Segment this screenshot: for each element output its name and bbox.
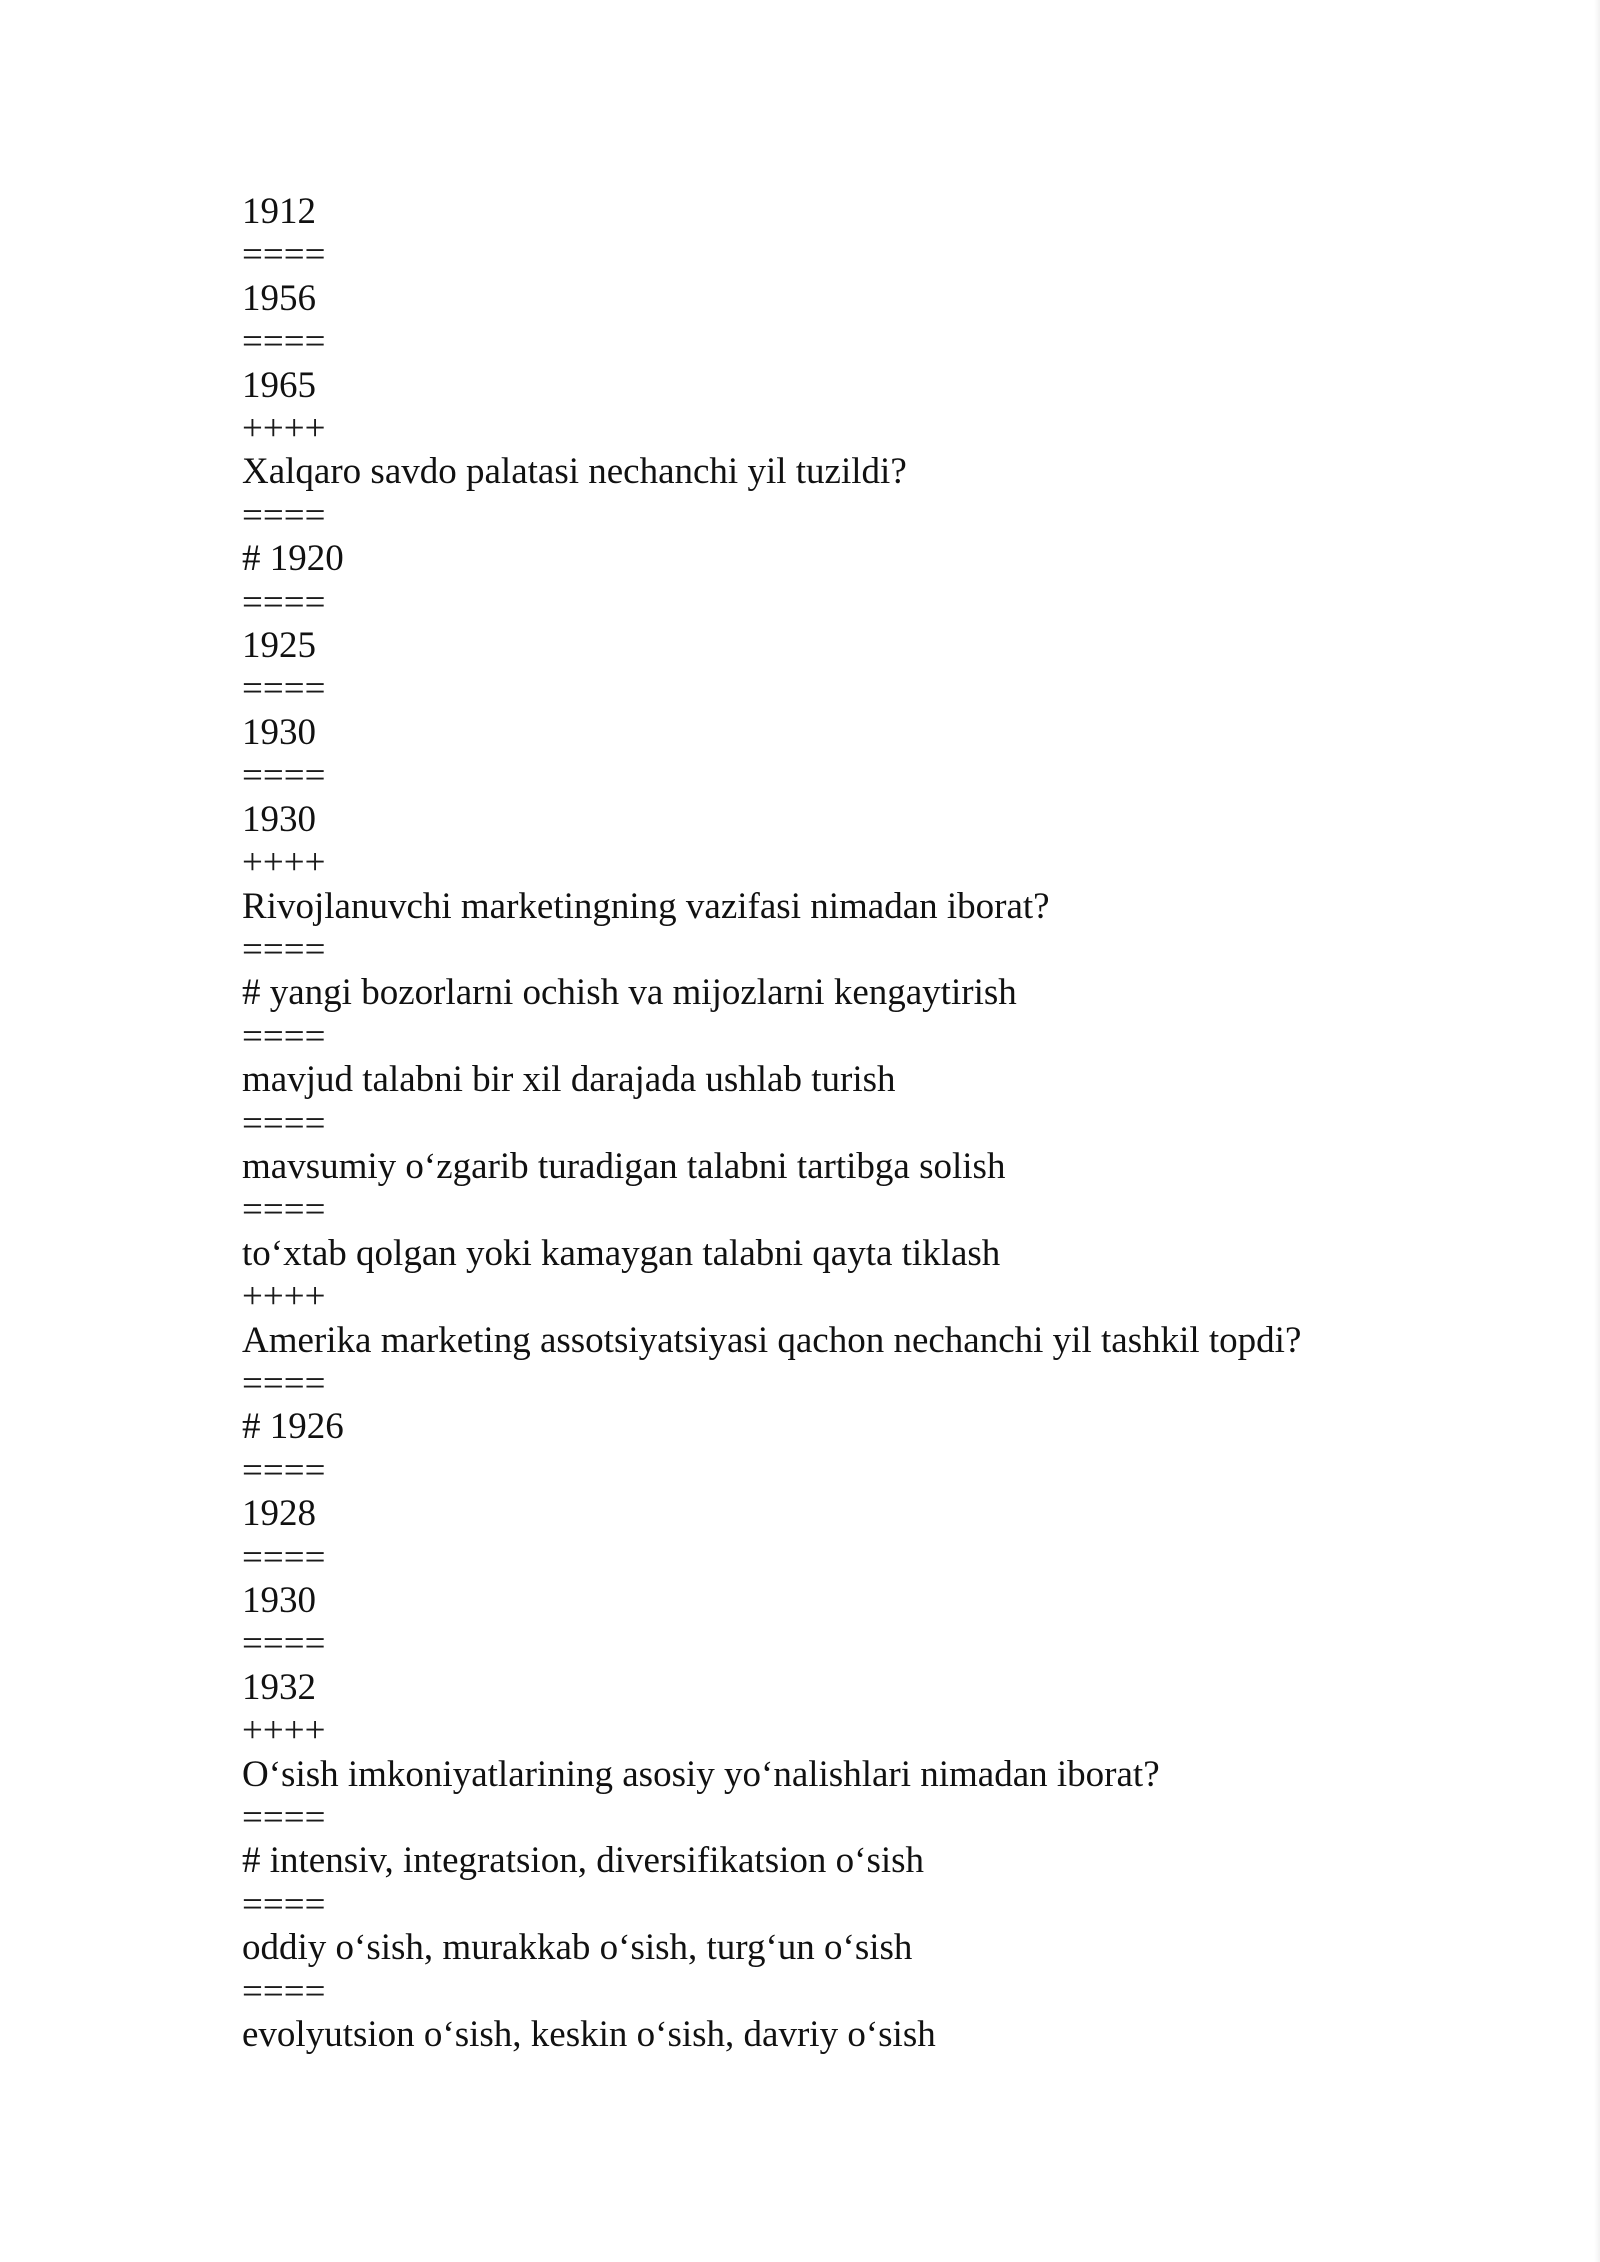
separator-line: ==== [242,1536,326,1578]
question-separator: ++++ [242,408,326,450]
separator-line: ==== [242,755,326,797]
separator-line: ==== [242,581,326,623]
correct-answer: # 1920 [242,538,344,580]
question-separator: ++++ [242,1276,326,1318]
document-text-body [242,190,1402,2056]
answer-option: 1932 [242,1666,316,1708]
answer-option: 1925 [242,625,316,667]
answer-option: 1930 [242,798,316,840]
separator-line: ==== [242,1102,326,1144]
answer-option: 1930 [242,711,316,753]
text-line: 1965 [242,364,316,406]
page-edge-shadow [1594,0,1600,2262]
answer-option: mavsumiy oʻzgarib turadigan talabni tartibga solish [242,1145,1006,1187]
answer-option: 1930 [242,1580,316,1621]
text-line: 1912 [242,191,316,232]
question-text: Rivojlanuvchi marketingning vazifasi nimadan iborat? [242,885,1050,927]
separator-line: ==== [242,1189,326,1231]
separator-line: ==== [242,321,326,363]
answer-option: oddiy oʻsish, murakkab oʻsish, turgʻun oʻsish [242,1927,913,1969]
question-text: Amerika marketing assotsiyatsiyasi qachon nechanchi yil tashkil topdi? [242,1319,1302,1361]
question-separator: ++++ [242,842,326,884]
correct-answer: # 1926 [242,1406,344,1448]
separator-line: ==== [242,1797,326,1839]
question-separator: ++++ [242,1710,326,1752]
answer-option: toʻxtab qolgan yoki kamaygan talabni qayta tiklash [242,1232,1001,1274]
separator-line: ==== [242,1623,326,1665]
separator-line: ==== [242,668,326,710]
separator-line: ==== [242,1883,326,1925]
separator-line: ==== [242,1970,326,2012]
separator-line: ==== [242,234,326,276]
question-text: Oʻsish imkoniyatlarining asosiy yoʻnalishlari nimadan iborat? [242,1753,1160,1795]
answer-option: mavjud talabni bir xil darajada ushlab turish [242,1059,896,1101]
question-text: Xalqaro savdo palatasi nechanchi yil tuzildi? [242,451,907,493]
answer-option: 1928 [242,1493,316,1535]
correct-answer: # yangi bozorlarni ochish va mijozlarni kengaytirish [242,972,1017,1014]
separator-line: ==== [242,494,326,536]
separator-line: ==== [242,1362,326,1404]
separator-line: ==== [242,1449,326,1491]
text-line: 1956 [242,277,316,319]
separator-line: ==== [242,1015,326,1057]
separator-line: ==== [242,928,326,970]
answer-option: evolyutsion oʻsish, keskin oʻsish, davriy oʻsish [242,2014,936,2056]
correct-answer: # intensiv, integratsion, diversifikatsion oʻsish [242,1840,925,1882]
